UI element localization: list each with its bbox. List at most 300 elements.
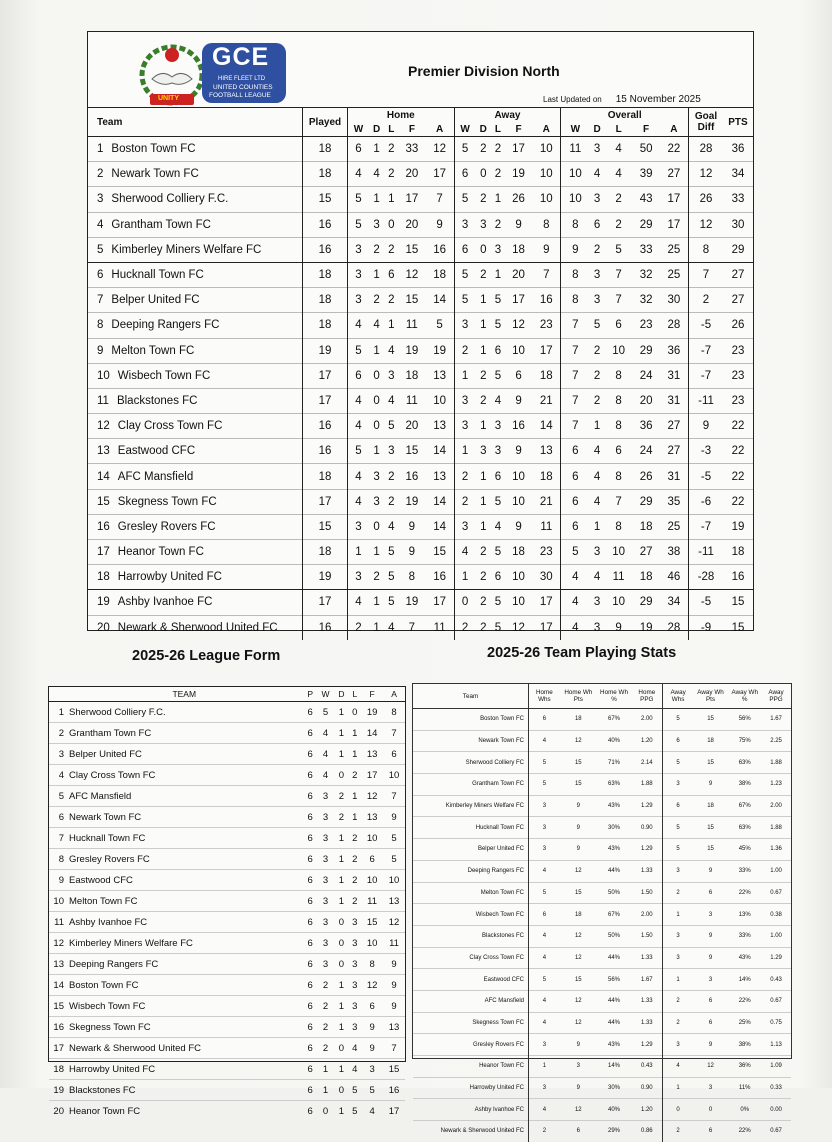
stat-cell: 9 xyxy=(505,212,532,237)
team-name: Wisbech Town FC xyxy=(117,369,211,382)
stat-cell: 3 xyxy=(348,237,369,262)
stats-cell: 12 xyxy=(560,947,597,969)
stat-cell: 10 xyxy=(605,540,632,565)
stat-cell: 2 xyxy=(384,489,398,514)
stat-cell: 36 xyxy=(660,338,689,363)
stat-cell: 7 xyxy=(561,313,590,338)
stats-row xyxy=(413,990,791,1012)
stats-cell: 50% xyxy=(597,882,631,904)
page-title: Premier Division North xyxy=(408,63,560,79)
form-cell: 2 xyxy=(348,891,361,912)
form-cell: 1 xyxy=(334,996,348,1017)
form-cell: 5 xyxy=(348,1080,361,1101)
stats-team-name: Heanor Town FC xyxy=(413,1056,529,1078)
stat-cell: 22 xyxy=(723,439,753,464)
stats-col: Team xyxy=(413,684,529,709)
stats-row xyxy=(413,839,791,861)
stat-cell: 20 xyxy=(505,262,532,287)
stat-cell: 4 xyxy=(589,439,605,464)
stat-cell: 7 xyxy=(532,262,561,287)
stats-cell: 56% xyxy=(728,709,761,731)
form-cell: 2 xyxy=(348,765,361,786)
stat-cell: 34 xyxy=(660,590,689,615)
form-cell: 8 xyxy=(361,954,383,975)
form-cell: 5 xyxy=(317,702,334,723)
form-cell: 6 xyxy=(304,954,317,975)
stat-cell: 9 xyxy=(426,212,455,237)
stat-cell: 22 xyxy=(723,414,753,439)
form-cell: 3 xyxy=(317,828,334,849)
stats-cell: 1 xyxy=(663,904,693,926)
stat-cell: 15 xyxy=(303,187,348,212)
stat-cell: 33 xyxy=(398,137,425,162)
stat-cell: 0 xyxy=(369,388,385,413)
team-position: 11 xyxy=(97,394,109,407)
team-cell xyxy=(88,338,303,363)
form-row xyxy=(49,975,405,996)
stats-cell: 18 xyxy=(693,730,729,752)
form-cell: 1 xyxy=(348,786,361,807)
stat-cell: 1 xyxy=(476,414,492,439)
stats-cell: 9 xyxy=(693,947,729,969)
stats-cell: 25% xyxy=(728,1012,761,1034)
stat-cell: 4 xyxy=(348,313,369,338)
stat-cell: 12 xyxy=(426,137,455,162)
stat-cell: 19 xyxy=(426,338,455,363)
form-row xyxy=(49,828,405,849)
team-cell xyxy=(88,514,303,539)
form-row xyxy=(49,702,405,723)
stat-cell: 27 xyxy=(660,162,689,187)
stat-cell: 39 xyxy=(632,162,659,187)
form-row xyxy=(49,849,405,870)
stat-cell: 3 xyxy=(491,439,505,464)
stat-cell: 19 xyxy=(398,338,425,363)
stats-cell: 4 xyxy=(529,990,560,1012)
form-team-name: Heanor Town FC xyxy=(65,1101,304,1122)
stat-cell: 2 xyxy=(369,565,385,590)
stat-cell: 3 xyxy=(454,212,475,237)
stat-cell: 2 xyxy=(605,187,632,212)
stats-team-name: Newark Town FC xyxy=(413,730,529,752)
stats-cell: 30% xyxy=(597,817,631,839)
stat-cell: 8 xyxy=(561,288,590,313)
stats-team-name: Eastwood CFC xyxy=(413,969,529,991)
stat-cell: 16 xyxy=(723,565,753,590)
stats-cell: 4 xyxy=(529,925,560,947)
table-row xyxy=(88,464,753,489)
stat-cell: 23 xyxy=(723,388,753,413)
team-cell xyxy=(88,615,303,640)
stat-cell: 1 xyxy=(589,414,605,439)
league-form-table xyxy=(49,687,405,1121)
form-team-name: Belper United FC xyxy=(65,744,304,765)
subcol-d: D xyxy=(589,122,605,137)
team-position: 10 xyxy=(97,369,110,382)
stats-cell: 1.33 xyxy=(631,947,663,969)
form-cell: 12 xyxy=(361,975,383,996)
stat-cell: 6 xyxy=(384,262,398,287)
stats-team-name: Belper United FC xyxy=(413,839,529,861)
team-cell xyxy=(88,313,303,338)
col-overall: Overall xyxy=(561,108,689,123)
stat-cell: 10 xyxy=(605,590,632,615)
stat-cell: 5 xyxy=(561,540,590,565)
team-name: Harrowby United FC xyxy=(117,571,222,584)
stats-cell: 15 xyxy=(693,817,729,839)
stat-cell: 22 xyxy=(723,464,753,489)
form-team-name: Eastwood CFC xyxy=(65,870,304,891)
stat-cell: 27 xyxy=(632,540,659,565)
stat-cell: 1 xyxy=(476,489,492,514)
stat-cell: 5 xyxy=(491,590,505,615)
stat-cell: 3 xyxy=(476,212,492,237)
stat-cell: 36 xyxy=(632,414,659,439)
stat-cell: 2 xyxy=(476,388,492,413)
table-row xyxy=(88,489,753,514)
stats-cell: 3 xyxy=(663,947,693,969)
stats-cell: 9 xyxy=(693,774,729,796)
stat-cell: 2 xyxy=(384,162,398,187)
stat-cell: 22 xyxy=(723,489,753,514)
form-row xyxy=(49,1080,405,1101)
stats-cell: 6 xyxy=(693,990,729,1012)
stat-cell: 4 xyxy=(384,338,398,363)
stat-cell: 5 xyxy=(348,439,369,464)
stat-cell: 1 xyxy=(491,187,505,212)
stat-cell: 5 xyxy=(348,187,369,212)
form-heading: 2025-26 League Form xyxy=(132,648,281,664)
stats-cell: 43% xyxy=(728,947,761,969)
stat-cell: 15 xyxy=(303,514,348,539)
form-cell: 9 xyxy=(383,807,405,828)
stat-cell: 2 xyxy=(491,162,505,187)
team-name: Melton Town FC xyxy=(111,344,195,357)
form-cell: 4 xyxy=(348,1059,361,1080)
team-position: 6 xyxy=(97,269,104,282)
form-cell: 1 xyxy=(334,723,348,744)
stats-cell: 9 xyxy=(560,1034,597,1056)
stat-cell: 29 xyxy=(632,338,659,363)
team-cell xyxy=(88,414,303,439)
stat-cell: 4 xyxy=(605,162,632,187)
stats-cell: 1 xyxy=(663,969,693,991)
form-team-name: Skegness Town FC xyxy=(65,1017,304,1038)
form-col-team: TEAM xyxy=(65,687,304,702)
gd-line2: Diff xyxy=(697,122,715,133)
stat-cell: 3 xyxy=(491,414,505,439)
stat-cell: 0 xyxy=(476,237,492,262)
stats-cell: 33% xyxy=(728,925,761,947)
form-col-f: F xyxy=(361,687,383,702)
stat-cell: 6 xyxy=(561,439,590,464)
form-cell: 9 xyxy=(361,1017,383,1038)
stats-cell: 9 xyxy=(560,1077,597,1099)
stat-cell: 0 xyxy=(476,162,492,187)
table-row xyxy=(88,262,753,287)
stats-cell: 2.25 xyxy=(761,730,791,752)
stats-cell: 15 xyxy=(560,774,597,796)
stats-cell: 0.90 xyxy=(631,1077,663,1099)
stat-cell: 7 xyxy=(561,414,590,439)
team-name: Eastwood CFC xyxy=(117,445,196,458)
stat-cell: 19 xyxy=(303,338,348,363)
stat-cell: 20 xyxy=(398,414,425,439)
stats-cell: 40% xyxy=(597,1099,631,1121)
stats-team-name: Grantham Town FC xyxy=(413,774,529,796)
form-cell: 3 xyxy=(317,786,334,807)
stat-cell: 18 xyxy=(632,514,659,539)
stat-cell: 1 xyxy=(369,590,385,615)
stats-cell: 1.33 xyxy=(631,990,663,1012)
stat-cell: 3 xyxy=(589,615,605,640)
subcol-w: W xyxy=(348,122,369,137)
stat-cell: 8 xyxy=(532,212,561,237)
stat-cell: 16 xyxy=(426,565,455,590)
col-home: Home xyxy=(348,108,455,123)
stat-cell: 10 xyxy=(532,162,561,187)
form-cell: 6 xyxy=(304,702,317,723)
stat-cell: 19 xyxy=(632,615,659,640)
stat-cell: 17 xyxy=(660,212,689,237)
stats-cell: 18 xyxy=(560,904,597,926)
stats-team-name: AFC Mansfield xyxy=(413,990,529,1012)
form-cell: 6 xyxy=(304,912,317,933)
logo-sub3: FOOTBALL LEAGUE xyxy=(209,92,271,99)
stats-cell: 2.00 xyxy=(631,904,663,926)
stats-row xyxy=(413,904,791,926)
form-team-name: Harrowby United FC xyxy=(65,1059,304,1080)
team-name: Heanor Town FC xyxy=(117,546,204,559)
stat-cell: 17 xyxy=(532,615,561,640)
form-cell: 2 xyxy=(334,786,348,807)
stat-cell: 21 xyxy=(532,388,561,413)
stat-cell: 5 xyxy=(454,262,475,287)
subcol-a: A xyxy=(426,122,455,137)
stats-col: Away Wh Pts xyxy=(693,684,729,709)
stat-cell: 3 xyxy=(369,464,385,489)
stats-cell: 2.00 xyxy=(761,795,791,817)
form-cell: 3 xyxy=(317,807,334,828)
logo-sub1: HIRE FLEET LTD xyxy=(218,76,266,82)
stats-cell: 1.29 xyxy=(631,839,663,861)
stats-cell: 18 xyxy=(560,709,597,731)
stat-cell: 27 xyxy=(660,439,689,464)
stat-cell: 9 xyxy=(398,514,425,539)
stat-cell: 0 xyxy=(384,212,398,237)
stats-cell: 9 xyxy=(560,795,597,817)
stat-cell: 29 xyxy=(632,212,659,237)
stat-cell: 2 xyxy=(454,489,475,514)
team-name: Gresley Rovers FC xyxy=(117,520,216,533)
stats-heading: 2025-26 Team Playing Stats xyxy=(487,645,677,661)
subcol-w: W xyxy=(454,122,475,137)
stats-cell: 56% xyxy=(597,969,631,991)
stat-cell: 10 xyxy=(505,489,532,514)
last-updated xyxy=(543,94,701,105)
stat-cell: 10 xyxy=(426,388,455,413)
stats-cell: 38% xyxy=(728,774,761,796)
league-logo xyxy=(138,39,288,107)
stats-cell: 1.29 xyxy=(631,795,663,817)
table-row xyxy=(88,414,753,439)
table-row xyxy=(88,237,753,262)
stats-cell: 44% xyxy=(597,990,631,1012)
stats-row xyxy=(413,1121,791,1142)
stats-cell: 1.20 xyxy=(631,730,663,752)
stats-cell: 18 xyxy=(693,795,729,817)
stat-cell: 5 xyxy=(491,615,505,640)
subcol-l: L xyxy=(384,122,398,137)
stats-cell: 3 xyxy=(693,904,729,926)
form-col-w: W xyxy=(317,687,334,702)
stat-cell: 4 xyxy=(348,388,369,413)
stat-cell: 1 xyxy=(369,615,385,640)
stat-cell: 6 xyxy=(561,489,590,514)
stat-cell: 16 xyxy=(303,414,348,439)
stat-cell: 5 xyxy=(454,187,475,212)
stat-cell: 20 xyxy=(398,162,425,187)
stat-cell: 1 xyxy=(476,313,492,338)
stat-cell: 11 xyxy=(398,313,425,338)
form-cell: 6 xyxy=(49,807,65,828)
stat-cell: 1 xyxy=(384,313,398,338)
table-row xyxy=(88,514,753,539)
team-position: 19 xyxy=(97,596,110,609)
stats-cell: 43% xyxy=(597,795,631,817)
form-team-name: Hucknall Town FC xyxy=(65,828,304,849)
stat-cell: 4 xyxy=(454,540,475,565)
stat-cell: 1 xyxy=(476,288,492,313)
stat-cell: 2 xyxy=(589,363,605,388)
stat-cell: 34 xyxy=(723,162,753,187)
form-cell: 13 xyxy=(383,1017,405,1038)
stat-cell: 19 xyxy=(303,565,348,590)
stats-cell: 0.67 xyxy=(761,990,791,1012)
stat-cell: 16 xyxy=(303,439,348,464)
subcol-d: D xyxy=(476,122,492,137)
stats-cell: 6 xyxy=(693,1012,729,1034)
stats-cell: 44% xyxy=(597,860,631,882)
stat-cell: 18 xyxy=(303,288,348,313)
stat-cell: 2 xyxy=(384,288,398,313)
stat-cell: 38 xyxy=(660,540,689,565)
stat-cell: 16 xyxy=(303,237,348,262)
form-cell: 13 xyxy=(361,744,383,765)
stats-cell: 3 xyxy=(693,969,729,991)
stat-cell: 17 xyxy=(426,590,455,615)
stat-cell: 2 xyxy=(476,137,492,162)
stat-cell: 5 xyxy=(348,212,369,237)
team-position: 1 xyxy=(97,143,104,156)
form-cell: 4 xyxy=(348,1038,361,1059)
subcol-l: L xyxy=(491,122,505,137)
stat-cell: -6 xyxy=(689,489,724,514)
form-cell: 16 xyxy=(383,1080,405,1101)
stat-cell: 17 xyxy=(532,590,561,615)
stat-cell: 10 xyxy=(505,338,532,363)
form-cell: 3 xyxy=(348,975,361,996)
league-table xyxy=(88,107,753,640)
form-cell: 0 xyxy=(334,954,348,975)
stats-cell: 1.13 xyxy=(761,1034,791,1056)
stat-cell: 6 xyxy=(605,439,632,464)
stat-cell: 5 xyxy=(491,540,505,565)
stats-cell: 9 xyxy=(560,817,597,839)
form-row xyxy=(49,1017,405,1038)
form-cell: 3 xyxy=(317,954,334,975)
stat-cell: 5 xyxy=(491,489,505,514)
form-cell: 6 xyxy=(304,744,317,765)
stat-cell: 17 xyxy=(505,137,532,162)
stat-cell: 4 xyxy=(561,615,590,640)
stat-cell: 4 xyxy=(348,414,369,439)
stat-cell: -5 xyxy=(689,590,724,615)
stat-cell: 8 xyxy=(605,388,632,413)
stat-cell: 2 xyxy=(491,212,505,237)
stat-cell: 2 xyxy=(454,615,475,640)
stats-cell: 4 xyxy=(529,1012,560,1034)
stat-cell: 2 xyxy=(689,288,724,313)
stats-cell: 6 xyxy=(693,1121,729,1142)
stat-cell: 15 xyxy=(398,237,425,262)
form-cell: 2 xyxy=(317,996,334,1017)
stat-cell: 17 xyxy=(303,363,348,388)
stats-cell: 36% xyxy=(728,1056,761,1078)
form-cell: 4 xyxy=(361,1101,383,1122)
form-cell: 1 xyxy=(317,1059,334,1080)
stats-cell: 0.33 xyxy=(761,1077,791,1099)
form-cell: 6 xyxy=(383,744,405,765)
stat-cell: 6 xyxy=(491,338,505,363)
form-cell: 1 xyxy=(334,1059,348,1080)
stat-cell: 2 xyxy=(384,464,398,489)
stats-cell: 43% xyxy=(597,839,631,861)
form-col-p: P xyxy=(304,687,317,702)
stat-cell: 8 xyxy=(605,514,632,539)
stats-cell: 4 xyxy=(529,860,560,882)
table-row xyxy=(88,162,753,187)
team-name: Deeping Rangers FC xyxy=(111,319,220,332)
stats-cell: 1.67 xyxy=(761,709,791,731)
stats-cell: 2 xyxy=(663,1012,693,1034)
stats-cell: 1.29 xyxy=(631,1034,663,1056)
form-cell: 7 xyxy=(383,723,405,744)
form-cell: 3 xyxy=(317,933,334,954)
stats-cell: 1.88 xyxy=(761,752,791,774)
form-cell: 5 xyxy=(348,1101,361,1122)
stat-cell: 14 xyxy=(426,439,455,464)
form-team-name: Gresley Rovers FC xyxy=(65,849,304,870)
stat-cell: 16 xyxy=(426,237,455,262)
stats-team-name: Deeping Rangers FC xyxy=(413,860,529,882)
form-team-name: Grantham Town FC xyxy=(65,723,304,744)
stats-cell: 1.67 xyxy=(631,969,663,991)
stat-cell: 9 xyxy=(505,514,532,539)
stat-cell: 17 xyxy=(426,162,455,187)
form-cell: 1 xyxy=(334,1101,348,1122)
team-name: Ashby Ivanhoe FC xyxy=(117,596,213,609)
stats-cell: 1.33 xyxy=(631,1012,663,1034)
form-cell: 7 xyxy=(383,786,405,807)
form-cell: 12 xyxy=(49,933,65,954)
stat-cell: 9 xyxy=(532,237,561,262)
stats-col: Away Wh % xyxy=(728,684,761,709)
form-cell: 2 xyxy=(317,1017,334,1038)
stat-cell: 17 xyxy=(660,187,689,212)
form-col-d: D xyxy=(334,687,348,702)
stats-cell: 67% xyxy=(728,795,761,817)
